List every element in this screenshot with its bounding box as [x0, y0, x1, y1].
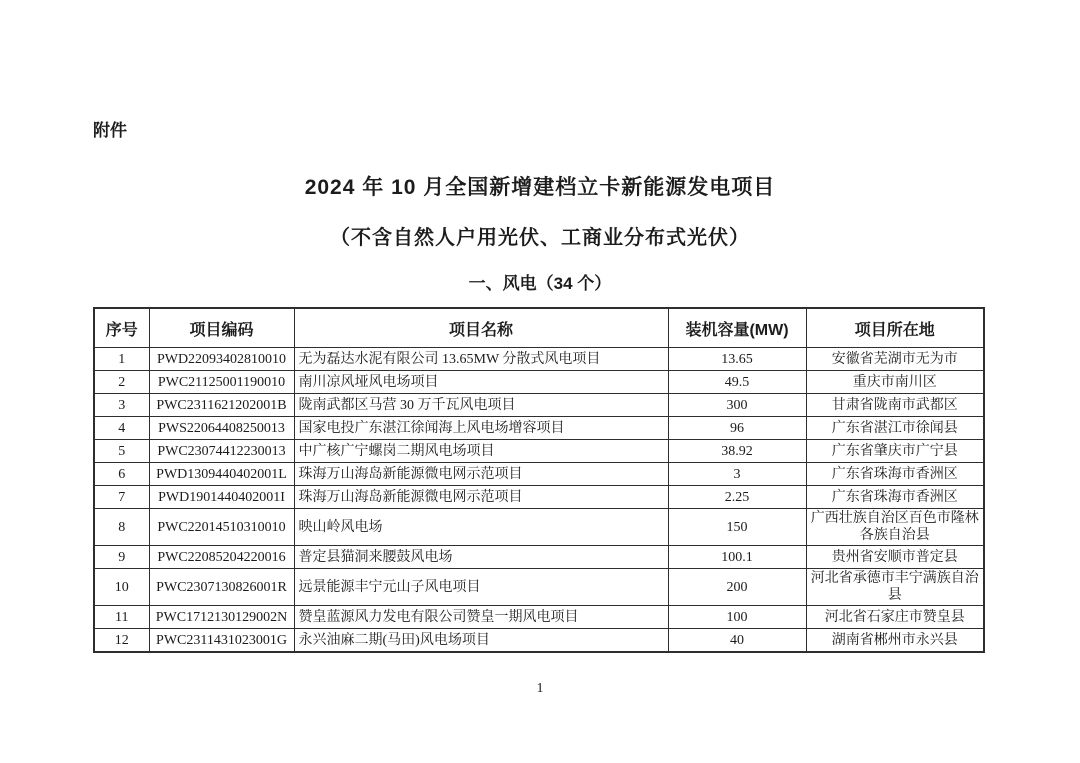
table-cell: 甘肃省陇南市武都区 — [806, 394, 984, 417]
table-row — [94, 463, 984, 486]
table-cell: 5 — [94, 440, 149, 463]
table-row — [94, 486, 984, 509]
attachment-label: 附件 — [93, 121, 127, 140]
table-cell: 河北省石家庄市赞皇县 — [806, 606, 984, 629]
table-cell: 赞皇蓝源风力发电有限公司赞皇一期风电项目 — [294, 606, 668, 629]
table-cell: 映山岭风电场 — [294, 509, 668, 546]
table-cell: 49.5 — [668, 371, 806, 394]
table-cell: 100 — [668, 606, 806, 629]
table-row — [94, 417, 984, 440]
table-row — [94, 569, 984, 606]
table-header-cell: 装机容量(MW) — [668, 308, 806, 348]
table-cell: 300 — [668, 394, 806, 417]
table-cell: 6 — [94, 463, 149, 486]
table-cell: 广东省肇庆市广宁县 — [806, 440, 984, 463]
table-cell: PWC23074412230013 — [149, 440, 294, 463]
table-header-cell: 项目所在地 — [806, 308, 984, 348]
table-row — [94, 606, 984, 629]
table-cell: 3 — [668, 463, 806, 486]
table-cell: 38.92 — [668, 440, 806, 463]
page-number: 1 — [536, 681, 544, 696]
table-cell: PWC22014510310010 — [149, 509, 294, 546]
table-cell: 重庆市南川区 — [806, 371, 984, 394]
table-cell: 河北省承德市丰宁满族自治县 — [806, 569, 984, 606]
table-cell: 100.1 — [668, 546, 806, 569]
table-cell: 湖南省郴州市永兴县 — [806, 629, 984, 653]
table-row — [94, 440, 984, 463]
table-cell: 普定县猫洞来腰鼓风电场 — [294, 546, 668, 569]
projects-table — [93, 307, 985, 653]
table-cell: PWC2311431023001G — [149, 629, 294, 653]
table-cell: PWC1712130129002N — [149, 606, 294, 629]
page-subtitle: （不含自然人户用光伏、工商业分布式光伏） — [330, 227, 750, 249]
table-cell: 9 — [94, 546, 149, 569]
table-cell: 南川凉风垭风电场项目 — [294, 371, 668, 394]
table-header-cell: 项目编码 — [149, 308, 294, 348]
table-cell: 2.25 — [668, 486, 806, 509]
table-cell: 广东省湛江市徐闻县 — [806, 417, 984, 440]
table-cell: 11 — [94, 606, 149, 629]
table-cell: 12 — [94, 629, 149, 653]
table-header-row — [94, 308, 984, 348]
table-cell: 远景能源丰宁元山子风电项目 — [294, 569, 668, 606]
table-cell: 8 — [94, 509, 149, 546]
table-cell: 安徽省芜湖市无为市 — [806, 348, 984, 371]
table-cell: 3 — [94, 394, 149, 417]
table-cell: PWD22093402810010 — [149, 348, 294, 371]
table-cell: PWC21125001190010 — [149, 371, 294, 394]
table-cell: PWD1901440402001I — [149, 486, 294, 509]
table-cell: 7 — [94, 486, 149, 509]
table-row — [94, 509, 984, 546]
table-header-cell: 项目名称 — [294, 308, 668, 348]
table-cell: 96 — [668, 417, 806, 440]
table-header-cell: 序号 — [94, 308, 149, 348]
table-cell: 2 — [94, 371, 149, 394]
section-heading: 一、风电（34 个） — [468, 274, 612, 293]
table-row — [94, 629, 984, 653]
table-cell: 广东省珠海市香洲区 — [806, 486, 984, 509]
table-cell: 150 — [668, 509, 806, 546]
table-cell: PWD1309440402001L — [149, 463, 294, 486]
table-cell: 10 — [94, 569, 149, 606]
table-row — [94, 394, 984, 417]
table-cell: 广东省珠海市香洲区 — [806, 463, 984, 486]
table-cell: PWC22085204220016 — [149, 546, 294, 569]
table-cell: 13.65 — [668, 348, 806, 371]
table-cell: PWC2307130826001R — [149, 569, 294, 606]
table-cell: 珠海万山海岛新能源微电网示范项目 — [294, 486, 668, 509]
table-cell: 贵州省安顺市普定县 — [806, 546, 984, 569]
table-row — [94, 371, 984, 394]
page-title: 2024 年 10 月全国新增建档立卡新能源发电项目 — [304, 176, 776, 199]
table-cell: PWS22064408250013 — [149, 417, 294, 440]
table-cell: PWC2311621202001B — [149, 394, 294, 417]
table-cell: 中广核广宁螺岗二期风电场项目 — [294, 440, 668, 463]
table-row — [94, 546, 984, 569]
table-cell: 广西壮族自治区百色市隆林各族自治县 — [806, 509, 984, 546]
table-cell: 永兴油麻二期(马田)风电场项目 — [294, 629, 668, 653]
table-row — [94, 348, 984, 371]
table-cell: 无为磊达水泥有限公司 13.65MW 分散式风电项目 — [294, 348, 668, 371]
table-cell: 200 — [668, 569, 806, 606]
table-cell: 40 — [668, 629, 806, 653]
table-cell: 陇南武都区马营 30 万千瓦风电项目 — [294, 394, 668, 417]
table-cell: 4 — [94, 417, 149, 440]
table-cell: 1 — [94, 348, 149, 371]
table-cell: 珠海万山海岛新能源微电网示范项目 — [294, 463, 668, 486]
table-cell: 国家电投广东湛江徐闻海上风电场增容项目 — [294, 417, 668, 440]
